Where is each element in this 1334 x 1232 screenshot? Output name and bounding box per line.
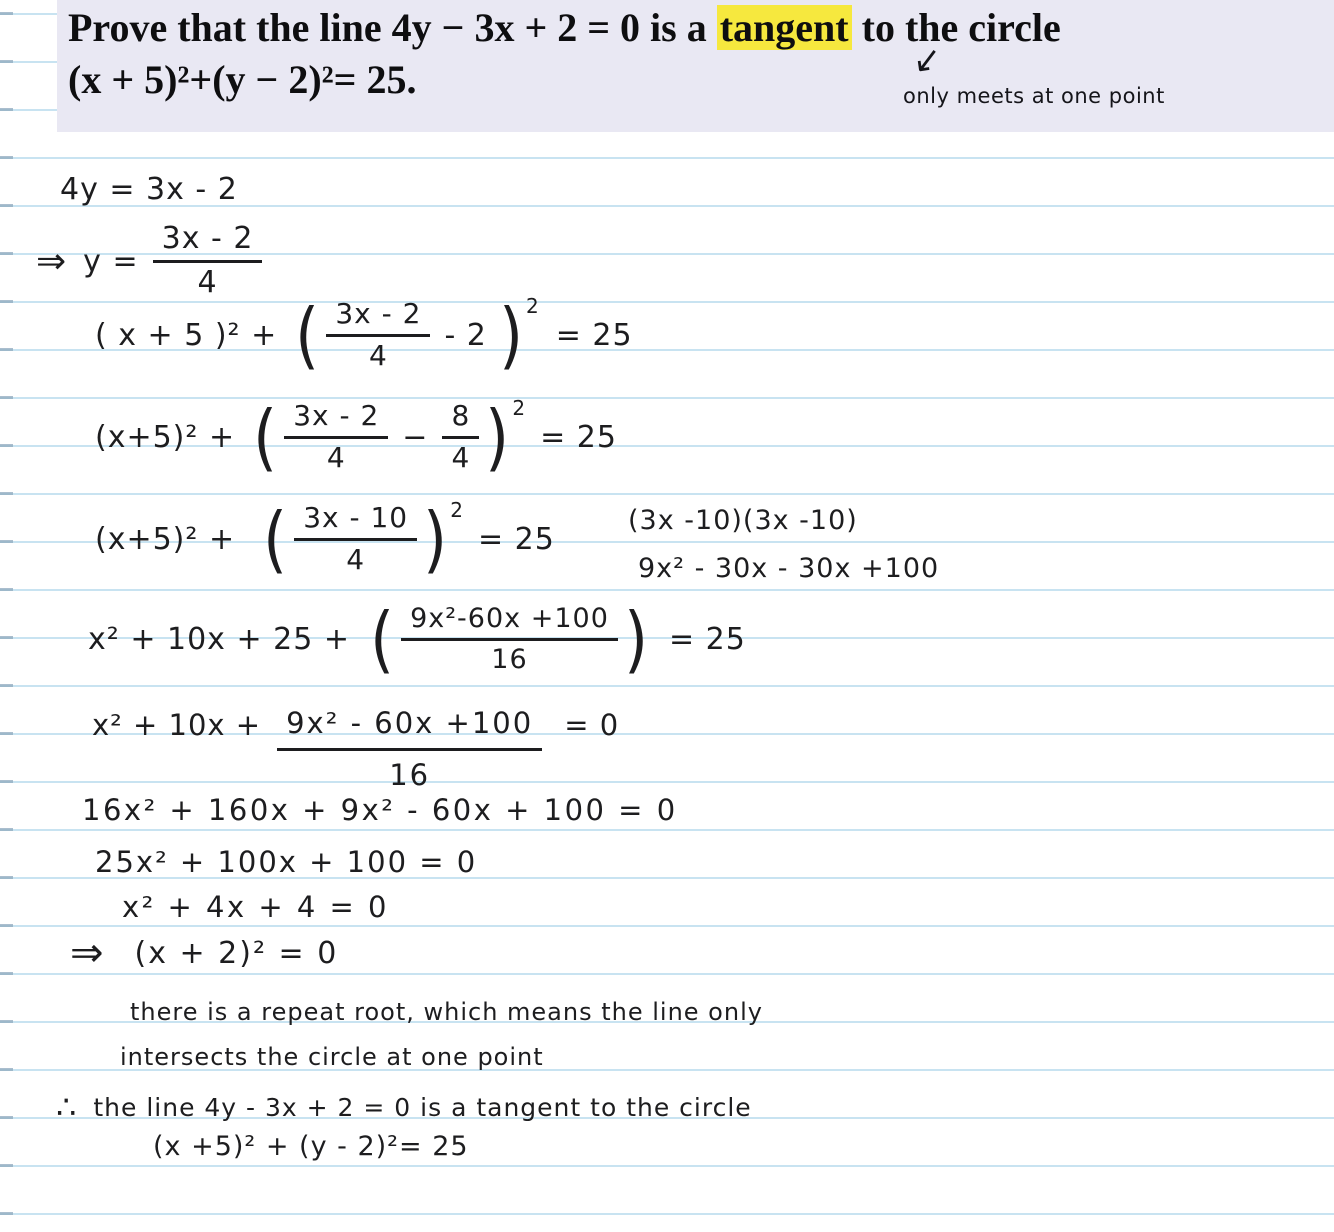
implies-arrow-icon: ⇒ xyxy=(36,240,68,282)
step-3-tail: - 2 xyxy=(444,317,487,353)
fraction xyxy=(401,603,618,674)
conclusion-line-3 xyxy=(56,1088,752,1126)
exponent: 2 xyxy=(512,396,527,420)
left-margin-ticks xyxy=(0,0,13,1232)
step-5 xyxy=(95,498,555,580)
fraction xyxy=(442,400,479,473)
step-3 xyxy=(95,294,633,376)
step-4-rhs: = 25 xyxy=(540,419,617,455)
step-1 xyxy=(60,172,238,207)
step-3-pre: ( x + 5 )² + xyxy=(95,317,278,353)
problem-statement-card xyxy=(57,0,1334,132)
down-left-arrow-icon: ↙ xyxy=(910,38,945,82)
conclusion-text-2: intersects the circle at one point xyxy=(120,1043,544,1071)
step-10-text: x² + 4x + 4 = 0 xyxy=(122,890,390,924)
implies-arrow-icon: ⇒ xyxy=(70,930,105,976)
big-close-paren: ) xyxy=(499,293,524,377)
exponent: 2 xyxy=(450,498,464,522)
step-4-pre: (x+5)² + xyxy=(95,419,236,455)
big-open-paren: ( xyxy=(295,293,321,377)
minus-sign: − xyxy=(402,419,429,455)
conclusion-text-3: the line 4y - 3x + 2 = 0 is a tangent to the circle xyxy=(93,1092,752,1122)
conclusion-line-2 xyxy=(120,1043,544,1071)
big-open-paren: ( xyxy=(370,597,395,681)
problem-line-equation: 4y − 3x + 2 = 0 xyxy=(391,5,641,50)
annotation-text: only meets at one point xyxy=(903,84,1165,108)
step-9 xyxy=(95,845,477,879)
highlighted-word: tangent xyxy=(717,5,852,50)
step-11 xyxy=(70,930,338,976)
therefore-symbol: ∴ xyxy=(56,1088,78,1126)
step-8-text: 16x² + 160x + 9x² - 60x + 100 = 0 xyxy=(82,793,678,827)
step-7 xyxy=(92,700,619,792)
fraction-numerator: 9x²-60x +100 xyxy=(401,603,618,640)
fraction-denominator: 4 xyxy=(451,440,471,474)
fraction-denominator: 4 xyxy=(326,440,346,474)
fraction-numerator: 9x² - 60x +100 xyxy=(277,700,542,751)
fraction xyxy=(153,222,263,300)
big-open-paren: ( xyxy=(263,497,289,581)
step-5-pre: (x+5)² + xyxy=(95,521,236,557)
problem-text-after: to the circle xyxy=(851,5,1061,50)
step-6-pre: x² + 10x + 25 + xyxy=(88,621,350,657)
fraction-numerator: 3x - 2 xyxy=(153,222,263,263)
problem-text-before: Prove that the line xyxy=(68,5,392,50)
fraction-denominator: 16 xyxy=(491,643,528,675)
step-4 xyxy=(95,396,617,478)
big-close-paren: ) xyxy=(423,497,449,581)
big-open-paren: ( xyxy=(253,395,279,479)
step-2 xyxy=(36,222,262,300)
exponent: 2 xyxy=(525,294,540,318)
conclusion-text-1: there is a repeat root, which means the line only xyxy=(130,998,763,1026)
step-7-pre: x² + 10x + xyxy=(92,708,262,742)
step-9-text: 25x² + 100x + 100 = 0 xyxy=(95,845,478,879)
fraction-denominator: 16 xyxy=(389,758,431,792)
fraction-denominator: 4 xyxy=(197,264,218,300)
step-7-rhs: = 0 xyxy=(564,708,620,742)
fraction xyxy=(284,400,388,473)
conclusion-line-4 xyxy=(153,1131,469,1162)
step-11-text: (x + 2)² = 0 xyxy=(134,935,339,971)
fraction xyxy=(277,700,542,792)
step-6-rhs: = 25 xyxy=(668,621,746,657)
side-note-line-1: (3x -10)(3x -10) xyxy=(628,505,858,536)
conclusion-line-1 xyxy=(130,998,763,1026)
step-5-rhs: = 25 xyxy=(477,521,555,557)
big-close-paren: ) xyxy=(624,597,649,681)
fraction-numerator: 3x - 2 xyxy=(326,298,430,336)
fraction xyxy=(326,298,430,371)
fraction-numerator: 8 xyxy=(442,400,479,438)
side-note-line-2: 9x² - 30x - 30x +100 xyxy=(638,553,940,584)
fraction-numerator: 3x - 2 xyxy=(284,400,388,438)
problem-text-mid: is a xyxy=(640,5,717,50)
step-2-lhs: y = xyxy=(83,243,139,279)
fraction-denominator: 4 xyxy=(346,542,366,576)
step-10 xyxy=(122,890,389,924)
conclusion-text-4: (x +5)² + (y - 2)²= 25 xyxy=(153,1131,469,1162)
fraction xyxy=(294,502,417,575)
step-6 xyxy=(88,598,746,680)
problem-line-2: (x + 5)²+(y − 2)²= 25. xyxy=(68,57,417,102)
fraction-denominator: 4 xyxy=(368,338,388,372)
fraction-numerator: 3x - 10 xyxy=(294,502,417,540)
step-1-text: 4y = 3x - 2 xyxy=(60,172,238,207)
step-8 xyxy=(82,793,678,827)
step-3-rhs: = 25 xyxy=(555,317,633,353)
big-close-paren: ) xyxy=(485,395,511,479)
